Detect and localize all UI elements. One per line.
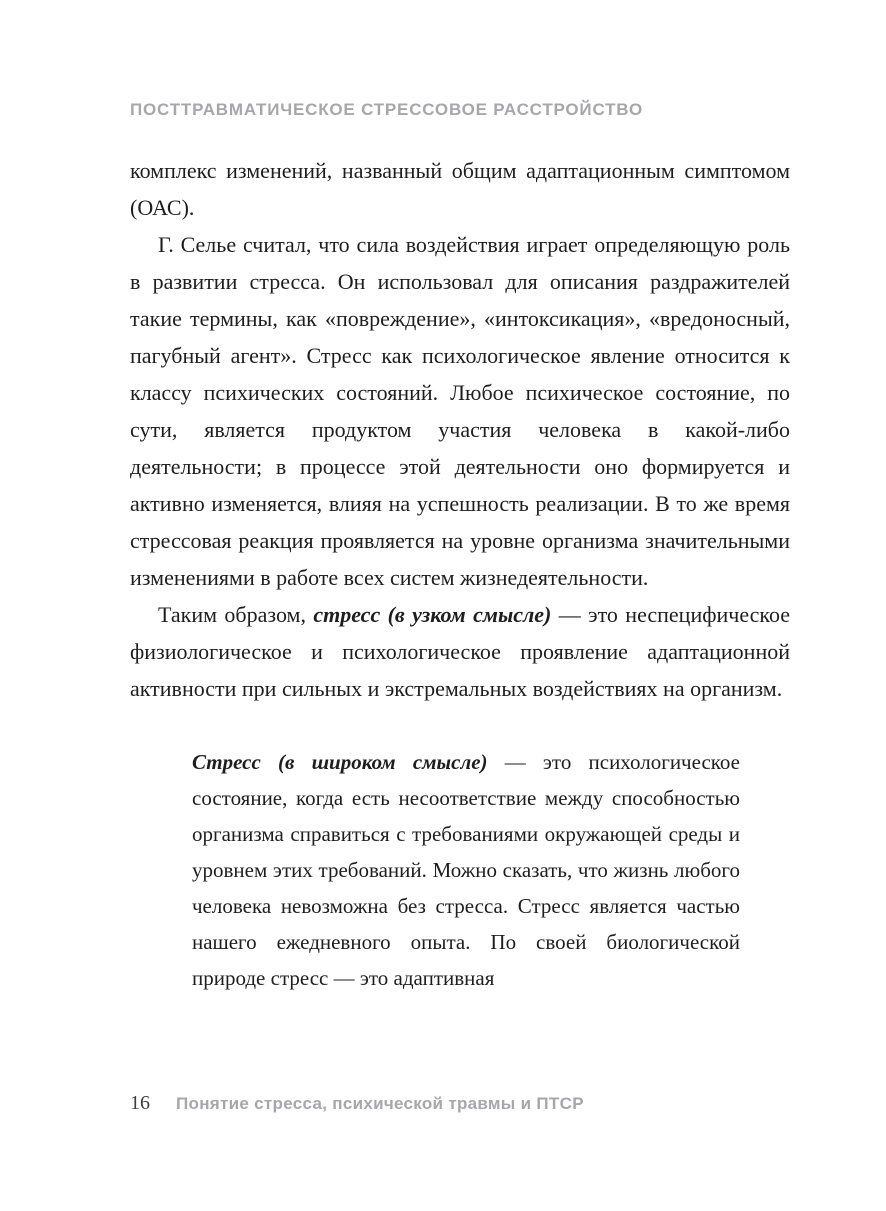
- paragraph: комплекс изменений, названный общим адаптационным симптомом (ОАС).: [130, 158, 790, 220]
- running-footer: Понятие стресса, психической травмы и ПТСР: [176, 1094, 584, 1113]
- paragraph-text: — это неспецифическое физиологическое и психологическое проявление адаптационной активности при сильных и экстремальных воздействиях на организм.: [130, 602, 790, 701]
- block-quote: [192, 744, 740, 996]
- emphasized-term: Стресс (в широком смысле): [192, 750, 488, 774]
- paragraph-text: Таким образом,: [158, 602, 314, 627]
- page-number: 16: [130, 1092, 150, 1114]
- paragraph: [130, 596, 790, 707]
- emphasized-term: стресс (в узком смысле): [313, 602, 552, 627]
- page-body: [130, 152, 790, 996]
- running-header: ПОСТТРАВМАТИЧЕСКОЕ СТРЕССОВОЕ РАССТРОЙСТВО: [130, 100, 643, 119]
- page-footer: [130, 1092, 584, 1115]
- paragraph: Г. Селье считал, что сила воздействия играет определяющую роль в развитии стресса. Он использовал для описания раздражителей такие термины, как «повреждение», «интоксикация», «вредоносный, пагубный агент». Стресс как психологическое явление относится к классу психических состояний. Любое психическое состояние, по сути, является продуктом участия человека в какой-либо деятельности; в процессе этой деятельности оно формируется и активно изменяется, влияя на успешность реализации. В то же время стрессовая реакция проявляется на уровне организма значительными изменениями в работе всех систем жизнедеятельности.: [130, 232, 790, 590]
- quote-text: — это психологическое состояние, когда есть несоответствие между способностью организма справиться с требованиями окружающей среды и уровнем этих требований. Можно сказать, что жизнь любого человека невозможна без стресса. Стресс является частью нашего ежедневного опыта. По своей биологической природе стресс — это адаптивная: [192, 750, 740, 990]
